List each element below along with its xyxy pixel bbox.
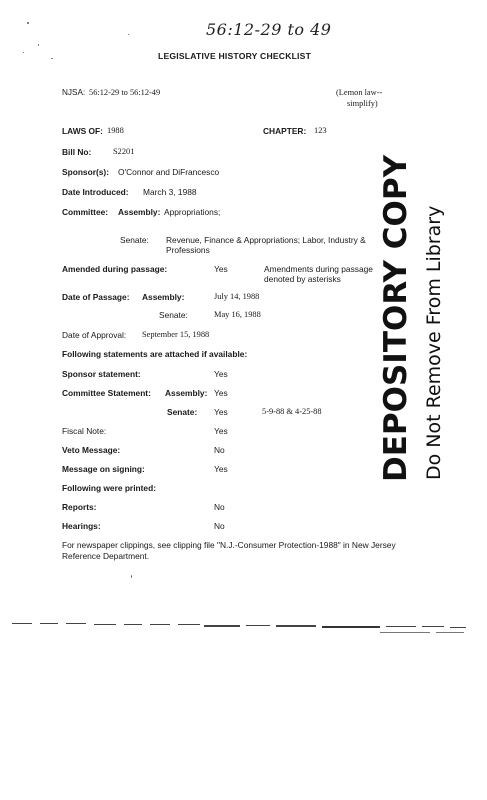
amended-value: Yes [214,264,228,274]
committee-assembly-value: Appropriations; [164,207,221,217]
scan-artifact-line [12,623,32,624]
reports-value: No [214,502,225,512]
laws-of-label: LAWS OF: [62,126,103,136]
committee-statement-label: Committee Statement: [62,388,151,398]
committee-statement-senate-label: Senate: [167,407,198,417]
scan-speck [23,52,24,53]
scan-artifact-line [422,626,444,627]
fiscal-note-value: Yes [214,426,228,436]
date-introduced-value: March 3, 1988 [143,187,197,197]
passage-assembly-label: Assembly: [142,292,185,302]
handwritten-statute-range: 56:12-29 to 49 [206,20,332,39]
committee-label: Committee: [62,207,109,217]
date-of-approval-value: September 15, 1988 [142,330,210,339]
do-not-remove-stamp: Do Not Remove From Library [423,205,445,480]
njsa-label: NJSA: [62,88,86,97]
laws-of-value: 1988 [107,126,124,135]
scan-speck [131,575,132,578]
date-introduced-label: Date Introduced: [62,187,129,197]
scan-artifact-line [124,624,142,625]
veto-message-value: No [214,445,225,455]
chapter-value: 123 [314,126,327,135]
depository-copy-stamp: DEPOSITORY COPY [378,154,414,482]
passage-assembly-value: July 14, 1988 [214,292,260,301]
committee-assembly-label: Assembly: [118,207,161,217]
njsa-value: 56:12-29 to 56:12-49 [89,88,161,97]
scan-artifact-line [204,625,240,627]
sponsors-value: O'Connor and DiFrancesco [118,167,220,177]
njsa-note-line2: simplify) [347,99,378,108]
statements-heading: Following statements are attached if available: [62,349,248,359]
scan-artifact-line [450,627,466,628]
scan-speck [27,22,29,24]
bill-no-value: S2201 [113,147,135,156]
committee-senate-label: Senate: [120,235,149,245]
committee-statement-assembly-value: Yes [214,388,228,398]
message-on-signing-value: Yes [214,464,228,474]
reports-label: Reports: [62,502,97,512]
scan-speck [51,58,53,59]
date-of-passage-label: Date of Passage: [62,292,130,302]
committee-statement-assembly-label: Assembly: [165,388,208,398]
amended-note: Amendments during passage denoted by asterisks [264,264,373,284]
passage-senate-label: Senate: [159,310,188,320]
printed-heading: Following were printed: [62,483,156,493]
sponsor-statement-value: Yes [214,369,228,379]
committee-statement-senate-value: Yes [214,407,228,417]
fiscal-note-label: Fiscal Note: [62,426,107,436]
scan-artifact-line [178,624,200,625]
scan-artifact-line [246,625,270,626]
hearings-label: Hearings: [62,521,101,531]
njsa-note-line1: (Lemon law-- [336,88,383,97]
bill-no-label: Bill No: [62,147,92,157]
date-of-approval-label: Date of Approval: [62,330,127,340]
sponsor-statement-label: Sponsor statement: [62,369,141,379]
chapter-label: CHAPTER: [263,126,307,136]
scan-speck [38,44,39,46]
scan-artifact-line [40,623,58,624]
passage-senate-value: May 16, 1988 [214,310,261,319]
message-on-signing-label: Message on signing: [62,464,145,474]
scan-artifact-line [436,632,464,633]
scan-artifact-line [380,632,430,633]
sponsors-label: Sponsor(s): [62,167,109,177]
scan-artifact-line [276,625,316,627]
scan-artifact-line [94,624,116,625]
hearings-value: No [214,521,225,531]
page-title: LEGISLATIVE HISTORY CHECKLIST [158,51,312,61]
scan-artifact-line [386,626,416,627]
scan-artifact-line [150,624,170,625]
scan-speck [128,34,129,35]
scan-artifact-line [66,623,86,624]
committee-statement-senate-dates: 5-9-88 & 4-25-88 [262,407,322,416]
footer-note: For newspaper clippings, see clipping file "N.J.-Consumer Protection-1988" in New Jersey Reference Department. [62,540,396,561]
committee-senate-value: Revenue, Finance & Appropriations; Labor, Industry & Professions [166,235,366,255]
amended-label: Amended during passage: [62,264,168,274]
scan-artifact-line [322,626,380,628]
veto-message-label: Veto Message: [62,445,121,455]
